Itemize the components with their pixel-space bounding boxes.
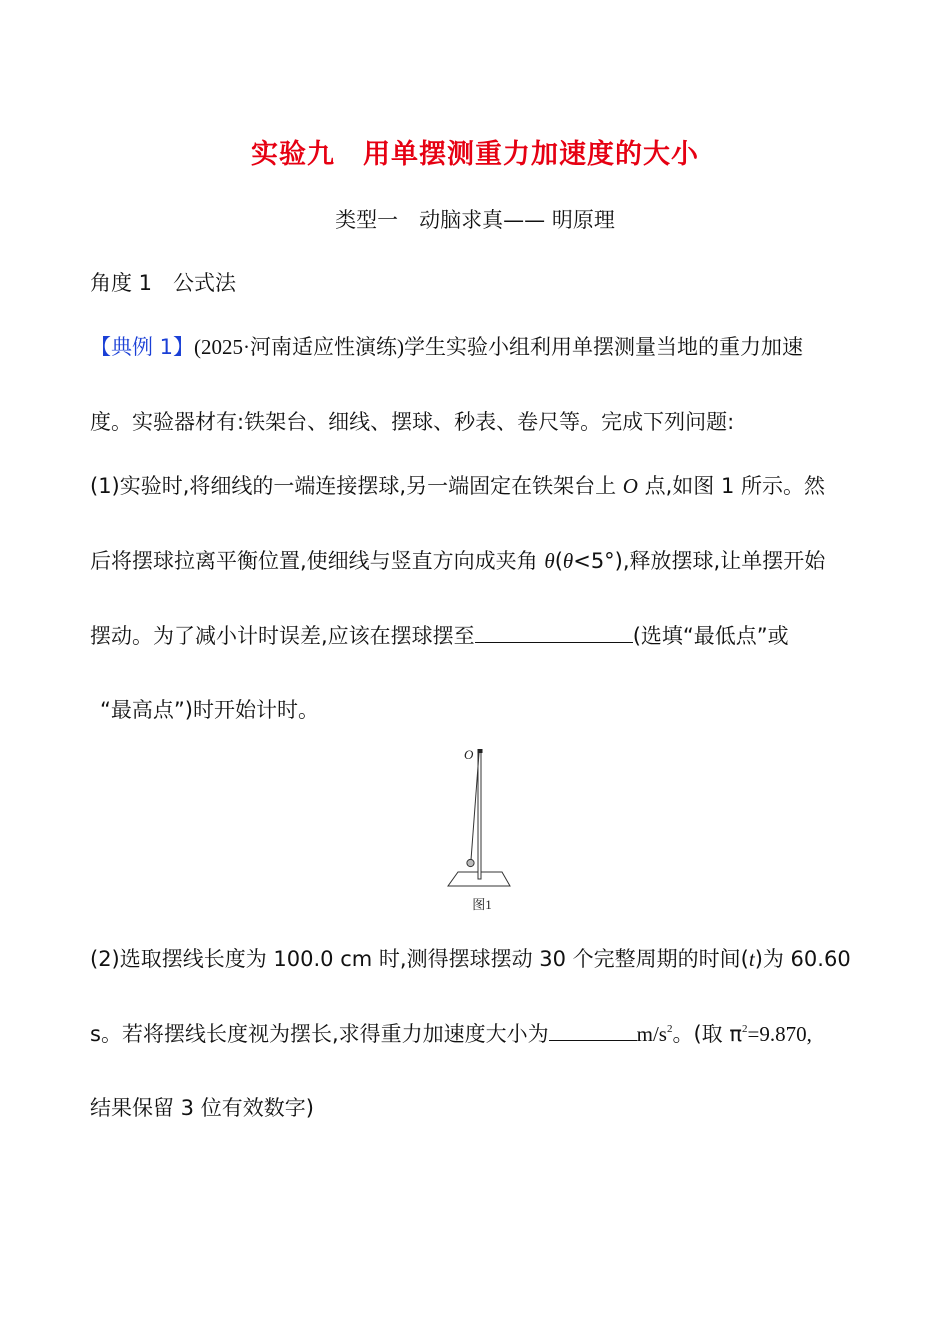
answer-blank-2[interactable] bbox=[549, 1018, 637, 1041]
section-subtitle: 类型一 动脑求真—— 明原理 bbox=[335, 208, 615, 232]
q1-text-2a: 后将摆球拉离平衡位置,使细线与竖直方向成夹角 bbox=[90, 549, 545, 573]
pivot-point bbox=[478, 749, 483, 753]
example-line-2: 度。实验器材有:铁架台、细线、摆球、秒表、卷尺等。完成下列问题: bbox=[90, 410, 735, 434]
q2-line-1 bbox=[90, 944, 851, 974]
point-o-label: O bbox=[622, 474, 638, 498]
q2-text-1b: )为 60.60 bbox=[754, 947, 851, 971]
q1-text-3a: 摆动。为了减小计时误差,应该在摆球摆至 bbox=[90, 624, 475, 648]
q2-text-1a: (2)选取摆线长度为 100.0 cm 时,测得摆球摆动 30 个完整周期的时间( bbox=[90, 947, 749, 971]
figure-label-o: O bbox=[464, 747, 474, 762]
q2-line-3: 结果保留 3 位有效数字) bbox=[90, 1096, 314, 1120]
unit-text: m/s bbox=[636, 1022, 667, 1046]
q1-text-3b: (选填“最低点”或 bbox=[632, 624, 789, 648]
theta-symbol: θ bbox=[544, 549, 555, 573]
unit-exponent: 2 bbox=[666, 1023, 673, 1035]
q1-text-2b: <5°),释放摆球,让单摆开始 bbox=[573, 549, 826, 573]
theta-symbol-2: θ bbox=[562, 549, 574, 573]
figure-caption: 图1 bbox=[472, 897, 492, 912]
page-title: 实验九 用单摆测重力加速度的大小 bbox=[251, 139, 699, 170]
angle-heading: 角度 1 公式法 bbox=[90, 271, 237, 295]
pendulum-bob bbox=[467, 859, 474, 866]
example-tag: 【典例 1】 bbox=[90, 335, 195, 359]
q2-line-2 bbox=[90, 1018, 812, 1049]
q2-text-2a: s。若将摆线长度视为摆长,求得重力加速度大小为 bbox=[90, 1022, 549, 1046]
pendulum-figure bbox=[440, 742, 530, 914]
q1-text-1b: 点,如图 1 所示。然 bbox=[637, 474, 826, 498]
q1-line-1 bbox=[90, 471, 825, 501]
answer-blank-1[interactable] bbox=[475, 620, 633, 643]
example-text-1: 学生实验小组利用单摆测量当地的重力加速 bbox=[404, 335, 804, 359]
stand-rod bbox=[478, 751, 481, 879]
q1-line-4: “最高点”)时开始计时。 bbox=[100, 698, 319, 722]
time-symbol: t bbox=[748, 947, 755, 971]
example-source: (2025·河南适应性演练) bbox=[194, 335, 405, 359]
paren-open: ( bbox=[554, 549, 563, 573]
q2-text-2c: 。(取 π bbox=[672, 1022, 742, 1046]
q1-line-2 bbox=[90, 546, 825, 576]
pi-exponent: 2 bbox=[741, 1023, 748, 1035]
example-line-1 bbox=[90, 332, 803, 362]
q1-text-1a: (1)实验时,将细线的一端连接摆球,另一端固定在铁架台上 bbox=[90, 474, 623, 498]
q2-text-2d: =9.870, bbox=[747, 1022, 812, 1046]
q1-line-3 bbox=[90, 620, 789, 651]
